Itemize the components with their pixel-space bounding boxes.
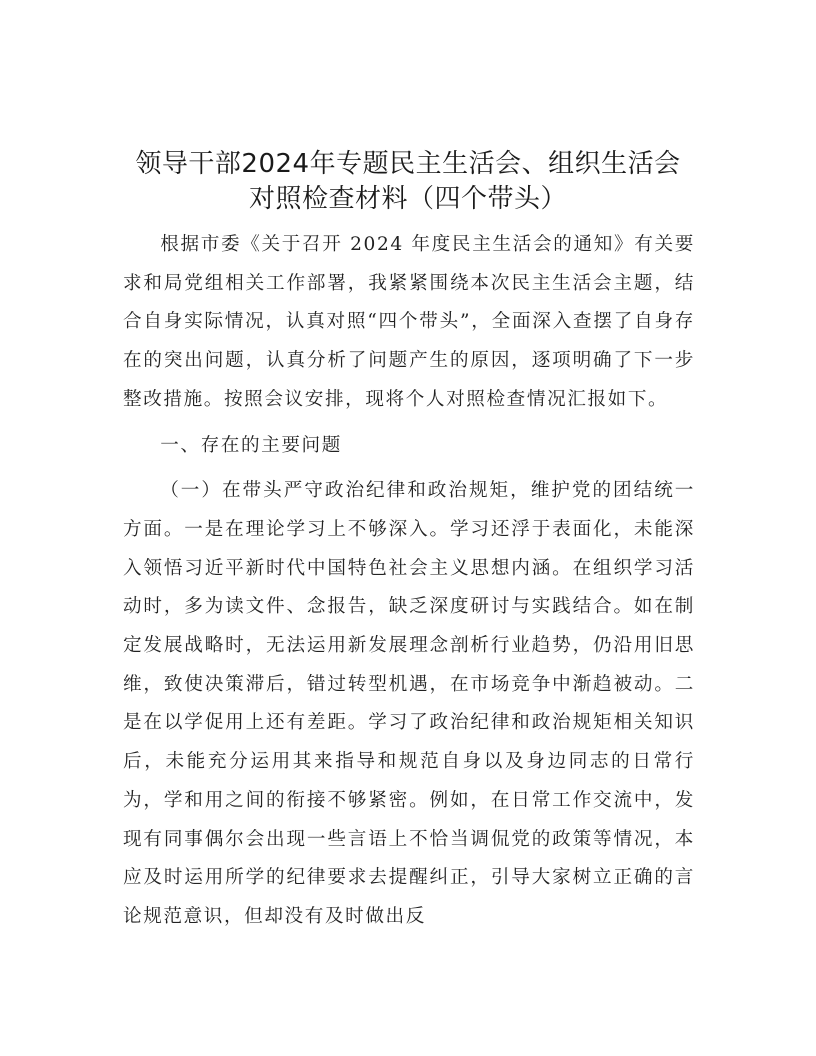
section-heading: 一、存在的主要问题 — [160, 434, 342, 456]
body-paragraph: （一）在带头严守政治纪律和政治规矩，维护党的团结统一方面。一是在理论学习上不够深入。学习还浮于表面化，未能深入领悟习近平新时代中国特色社会主义思想内涵。在组织学习活动时，多为读文件、念报告，缺乏深度研讨与实践结合。如在制定发展战略时，无法运用新发展理念剖析行业趋势，仍沿用旧思维，致使决策滞后，错过转型机遇，在市场竞争中渐趋被动。二是在以学促用上还有差距。学习了政治纪律和政治规矩相关知识后，未能充分运用其来指导和规范自身以及身边同志的日常行为，学和用之间的衔接不够紧密。例如，在日常工作交流中，发现有同事偶尔会出现一些言语上不恰当调侃党的政策等情况，本应及时运用所学的纪律要求去提醒纠正，引导大家树立正确的言论规范意识，但却没有及时做出反 — [123, 480, 695, 927]
document-title-line-2: 对照检查材料（四个带头） — [248, 184, 567, 214]
intro-paragraph: 根据市委《关于召开 2024 年度民主生活会的通知》有关要求和局党组相关工作部署，我紧紧围绕本次民主生活会主题，结合自身实际情况，认真对照“四个带头”，全面深入查摆了自身存在的突出问题，认真分析了问题产生的原因，逐项明确了下一步整改措施。按照会议安排，现将个人对照检查情况汇报如下。 — [123, 234, 695, 410]
document-title-line-1: 领导干部2024年专题民主生活会、组织生活会 — [135, 149, 681, 179]
document-body — [123, 226, 695, 937]
